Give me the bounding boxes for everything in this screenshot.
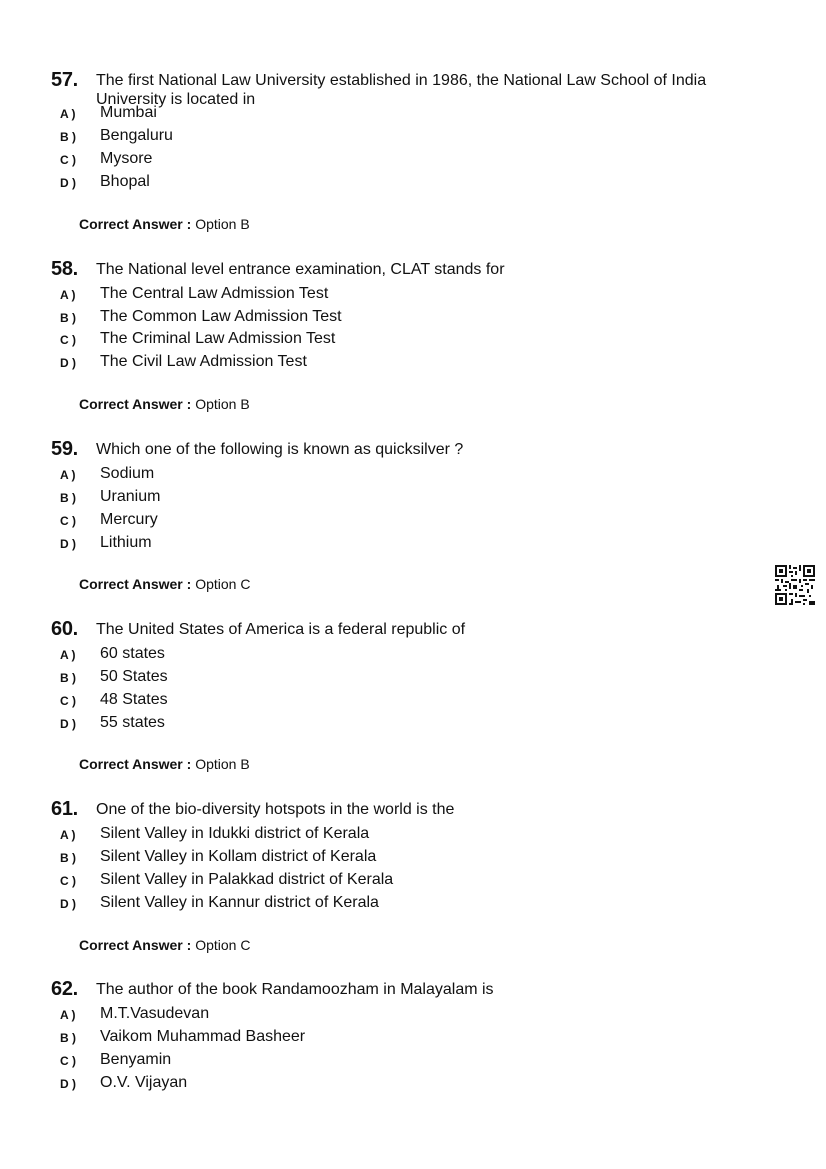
answer-label: Correct Answer : [79, 216, 192, 232]
option-text: Vaikom Muhammad Basheer [100, 1028, 306, 1045]
question-text: The author of the book Randamoozham in Malayalam is [96, 981, 494, 998]
option-text: Silent Valley in Kannur district of Kerala [100, 894, 379, 911]
option-letter: A ) [60, 648, 76, 662]
option-text: Bhopal [100, 173, 150, 190]
option-letter: D ) [60, 1077, 76, 1091]
option-d[interactable] [0, 352, 826, 375]
option-letter: B ) [60, 491, 76, 505]
option-text: Silent Valley in Idukki district of Kerala [100, 825, 370, 842]
option-text: Benyamin [100, 1051, 172, 1068]
option-letter: C ) [60, 514, 76, 528]
question-text: Which one of the following is known as quicksilver ? [96, 441, 464, 458]
option-b[interactable] [0, 1027, 826, 1050]
option-letter: D ) [60, 717, 76, 731]
option-c[interactable] [0, 1050, 826, 1073]
answer-value: Option B [195, 216, 250, 232]
answer-value: Option B [195, 396, 250, 412]
correct-answer-61 [79, 937, 250, 954]
option-d[interactable] [0, 172, 826, 195]
option-c[interactable] [0, 510, 826, 533]
option-letter: B ) [60, 1031, 76, 1045]
option-letter: D ) [60, 176, 76, 190]
option-text: The Criminal Law Admission Test [100, 330, 336, 347]
option-b[interactable] [0, 307, 826, 330]
question-number: 62. [51, 978, 78, 1000]
option-letter: B ) [60, 311, 76, 325]
answer-label: Correct Answer : [79, 937, 192, 953]
option-b[interactable] [0, 126, 826, 149]
option-b[interactable] [0, 667, 826, 690]
option-a[interactable] [0, 1004, 826, 1027]
option-letter: B ) [60, 671, 76, 685]
option-letter: A ) [60, 288, 76, 302]
question-text: One of the bio-diversity hotspots in the world is the [96, 801, 455, 818]
correct-answer-60 [79, 756, 250, 773]
option-text: Mysore [100, 150, 153, 167]
option-a[interactable] [0, 284, 826, 307]
option-b[interactable] [0, 487, 826, 510]
question-text: The United States of America is a federal republic of [96, 621, 466, 638]
option-letter: C ) [60, 694, 76, 708]
option-c[interactable] [0, 149, 826, 172]
option-text: Lithium [100, 534, 152, 551]
question-number: 61. [51, 798, 78, 820]
option-a[interactable] [0, 824, 826, 847]
option-a[interactable] [0, 103, 826, 126]
option-letter: D ) [60, 897, 76, 911]
option-letter: C ) [60, 333, 76, 347]
question-text: The National level entrance examination, CLAT stands for [96, 261, 505, 278]
answer-label: Correct Answer : [79, 756, 192, 772]
option-d[interactable] [0, 1073, 826, 1096]
option-text: M.T.Vasudevan [100, 1005, 210, 1022]
option-letter: B ) [60, 130, 76, 144]
question-number: 60. [51, 618, 78, 640]
option-letter: A ) [60, 1008, 76, 1022]
option-text: Silent Valley in Kollam district of Kerala [100, 848, 377, 865]
option-text: Mumbai [100, 104, 157, 121]
option-text: 60 states [100, 645, 165, 662]
answer-label: Correct Answer : [79, 396, 192, 412]
option-letter: D ) [60, 356, 76, 370]
option-text: Silent Valley in Palakkad district of Kerala [100, 871, 394, 888]
option-letter: D ) [60, 537, 76, 551]
question-text: The first National Law University established in 1986, the National Law School of India University is located in [96, 72, 707, 108]
option-d[interactable] [0, 533, 826, 556]
option-text: Bengaluru [100, 127, 173, 144]
answer-label: Correct Answer : [79, 576, 192, 592]
option-letter: C ) [60, 874, 76, 888]
option-a[interactable] [0, 644, 826, 667]
option-letter: B ) [60, 851, 76, 865]
option-text: 50 States [100, 668, 168, 685]
option-text: The Common Law Admission Test [100, 308, 342, 325]
option-text: The Civil Law Admission Test [100, 353, 307, 370]
correct-answer-57 [79, 216, 250, 233]
qr-code-icon [775, 565, 815, 605]
option-text: Sodium [100, 465, 155, 482]
option-letter: A ) [60, 107, 76, 121]
answer-value: Option C [195, 937, 251, 953]
option-d[interactable] [0, 713, 826, 736]
question-number: 57. [51, 69, 78, 91]
option-text: 48 States [100, 691, 168, 708]
correct-answer-59 [79, 576, 250, 593]
correct-answer-58 [79, 396, 250, 413]
option-c[interactable] [0, 690, 826, 713]
option-letter: A ) [60, 828, 76, 842]
option-a[interactable] [0, 464, 826, 487]
option-d[interactable] [0, 893, 826, 916]
answer-value: Option B [195, 756, 250, 772]
option-text: 55 states [100, 714, 165, 731]
option-c[interactable] [0, 329, 826, 352]
option-letter: C ) [60, 1054, 76, 1068]
option-letter: C ) [60, 153, 76, 167]
option-text: O.V. Vijayan [100, 1074, 188, 1091]
question-number: 58. [51, 258, 78, 280]
option-text: Mercury [100, 511, 158, 528]
question-number: 59. [51, 438, 78, 460]
option-letter: A ) [60, 468, 76, 482]
option-text: Uranium [100, 488, 161, 505]
option-b[interactable] [0, 847, 826, 870]
answer-value: Option C [195, 576, 251, 592]
option-c[interactable] [0, 870, 826, 893]
option-text: The Central Law Admission Test [100, 285, 329, 302]
